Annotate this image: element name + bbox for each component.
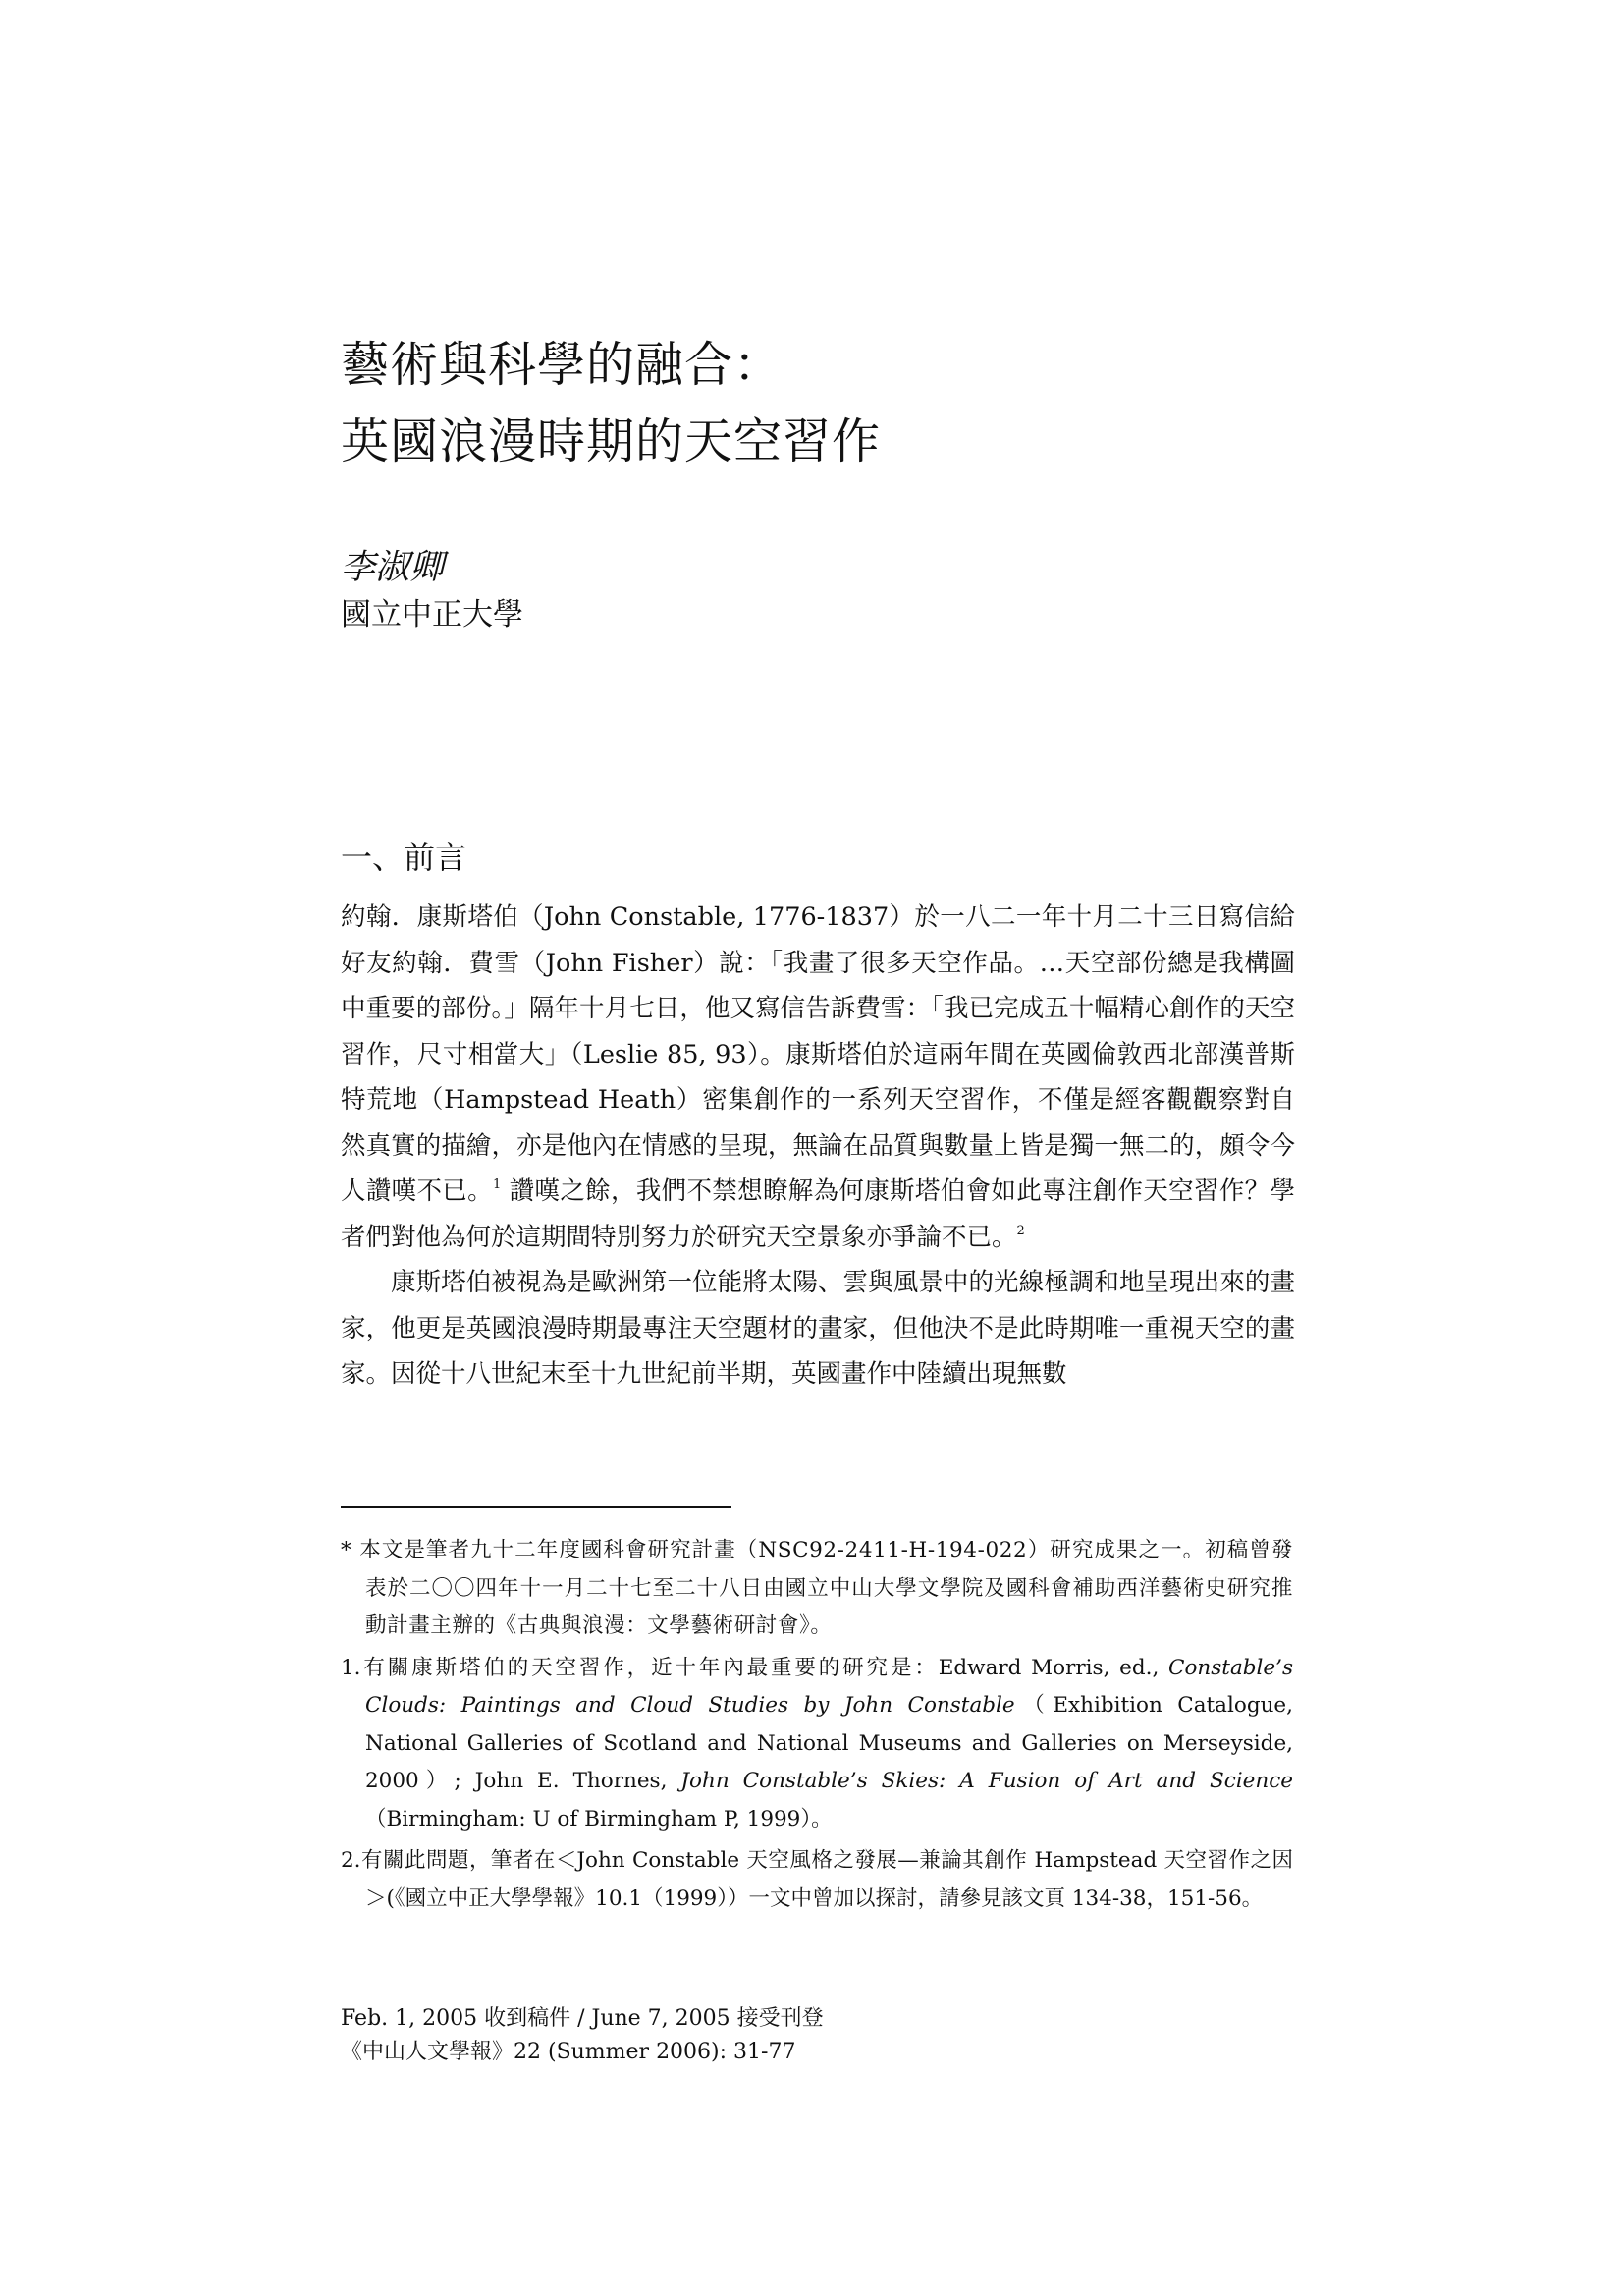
paragraph-2: 康斯塔伯被視為是歐洲第一位能將太陽、雲與風景中的光線極調和地呈現出來的畫家，他更是英國浪漫時期最專注天空題材的畫家，但他決不是此時期唯一重視天空的畫家。因從十八世紀末至十九世紀前半期，英國畫作中陸續出現無數 xyxy=(341,1268,1295,1389)
footnote-1 xyxy=(341,1650,1293,1839)
paragraph-1 xyxy=(341,895,1295,1260)
footnote-1-text-a: 1.有關康斯塔伯的天空習作，近十年內最重要的研究是：Edward Morris, ed., xyxy=(341,1655,1169,1680)
journal-citation: 《中山人文學報》22 (Summer 2006): 31-77 xyxy=(341,2040,796,2064)
author-name: 李淑卿 xyxy=(341,548,445,587)
footnote-1-title-2: John Constable’s Skies: A Fusion of Art and Science xyxy=(680,1769,1294,1793)
received-accepted-dates: Feb. 1, 2005 收到稿件 / June 7, 2005 接受刊登 xyxy=(341,2006,824,2031)
paper-title-line-1: 藝術與科學的融合： xyxy=(341,337,784,393)
footnote-divider xyxy=(341,1506,731,1508)
footnote-2: 2.有關此問題，筆者在＜John Constable 天空風格之發展—兼論其創作 Hampstead 天空習作之因＞(《國立中正大學學報》10.1（1999））一文中曾加以探討，請參見該文頁 134-38，151-56。 xyxy=(341,1848,1293,1911)
author-affiliation: 國立中正大學 xyxy=(341,597,523,632)
paragraph-1-text-a: 約翰．康斯塔伯（John Constable, 1776-1837）於一八二一年十月二十三日寫信給好友約翰．費雪（John Fisher）說：「我畫了很多天空作品。…天空部份總是我構圖中重要的部份。」隔年十月七日，他又寫信告訴費雪：「我已完成五十幅精心創作的天空習作，尺寸相當大」（Leslie 85, 93）。康斯塔伯於這兩年間在英國倫敦西北部漢普斯特荒地（Hampstead Heath）密集創作的一系列天空習作，不僅是經客觀觀察對自然真實的描繪，亦是他內在情感的呈現，無論在品質與數量上皆是獨一無二的，頗令今人讚嘆不已。 xyxy=(341,902,1295,1206)
paper-title-line-2: 英國浪漫時期的天空習作 xyxy=(341,413,882,469)
footnote-ref-1[interactable]: 1 xyxy=(492,1177,502,1192)
body-text xyxy=(341,895,1295,1397)
footnote-1-text-b: （Exhibition Catalogue, National Galleries of Scotland and National Museums and Galleries on Merseyside, 2000）; John E. Thornes, xyxy=(365,1693,1293,1793)
footnote-1-text-c: （Birmingham: U of Birmingham P, 1999）。 xyxy=(365,1806,833,1831)
paragraph-1-text-b: 讚嘆之餘，我們不禁想瞭解為何康斯塔伯會如此專注創作天空習作？學者們對他為何於這期間特別努力於研究天空景象亦爭論不已。 xyxy=(341,1176,1295,1252)
footnote-1-title-1: Constable’s Clouds: Paintings and Cloud Studies by John Constable xyxy=(365,1655,1293,1718)
footnotes xyxy=(341,1532,1293,1922)
footnote-ref-2[interactable]: 2 xyxy=(1016,1223,1025,1238)
section-heading: 一、前言 xyxy=(341,839,467,876)
footnote-star: * 本文是筆者九十二年度國科會研究計畫（NSC92-2411-H-194-022）研究成果之一。初稿曾發表於二〇〇四年十一月二十七至二十八日由國立中山大學文學院及國科會補助西洋藝術史研究推動計畫主辦的《古典與浪漫：文學藝術研討會》。 xyxy=(341,1538,1293,1638)
